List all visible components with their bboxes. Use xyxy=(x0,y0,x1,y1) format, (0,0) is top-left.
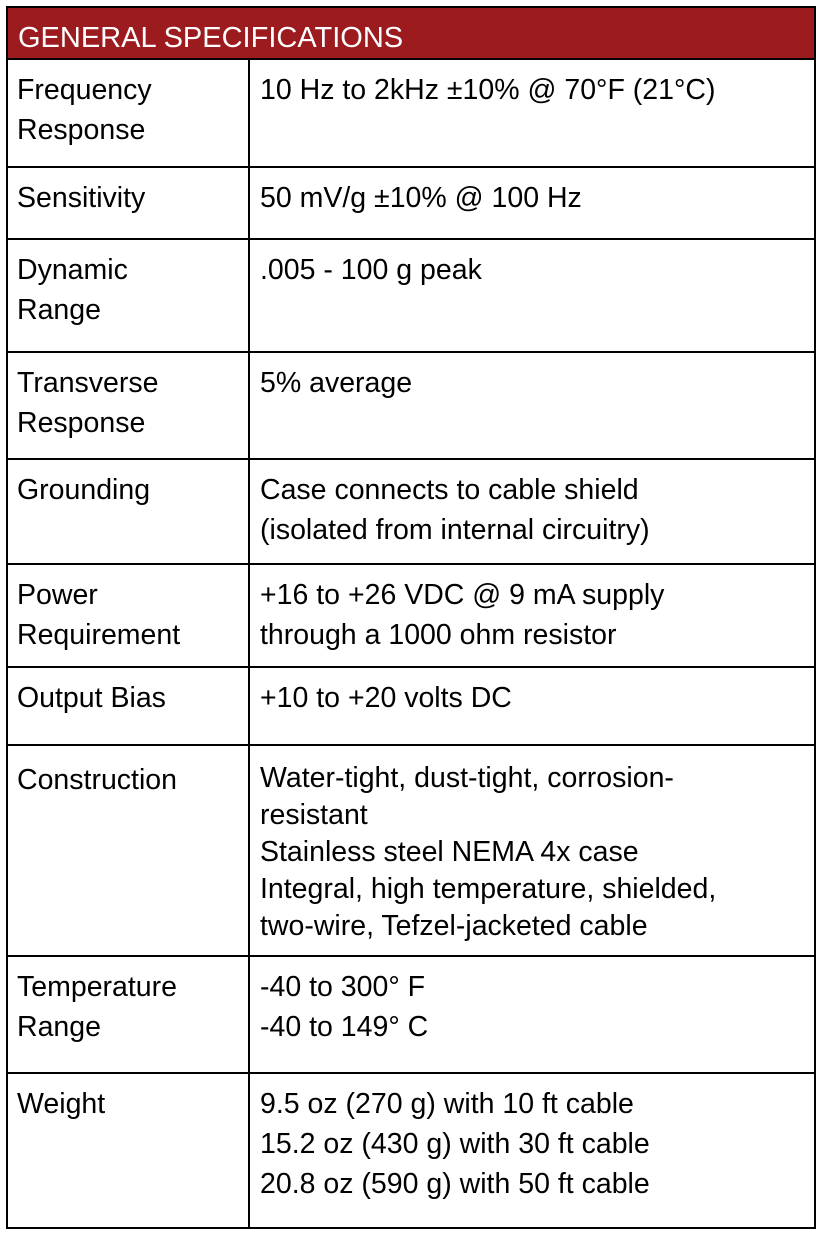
spec-row-weight xyxy=(7,1073,815,1228)
spec-value-line: .005 - 100 g peak xyxy=(260,254,482,286)
spec-label xyxy=(7,667,249,745)
spec-label xyxy=(7,239,249,352)
spec-value-line: -40 to 149° C xyxy=(260,1011,429,1043)
spec-label-line: Temperature xyxy=(17,971,177,1003)
spec-value-line: 9.5 oz (270 g) with 10 ft cable xyxy=(260,1088,634,1120)
spec-value xyxy=(249,667,815,745)
spec-label-line: Weight xyxy=(17,1088,106,1120)
spec-label-line: Response xyxy=(17,114,146,146)
spec-label-line: Frequency xyxy=(17,74,152,106)
spec-label xyxy=(7,564,249,667)
spec-row-grounding xyxy=(7,459,815,564)
spec-label xyxy=(7,59,249,167)
spec-value xyxy=(249,239,815,352)
spec-label-line: Range xyxy=(17,1011,101,1043)
spec-label-line: Construction xyxy=(17,764,177,796)
spec-label xyxy=(7,956,249,1073)
spec-label-line: Response xyxy=(17,407,146,439)
spec-label-line: Transverse xyxy=(17,367,159,399)
spec-row-power-requirement xyxy=(7,564,815,667)
spec-value-line: Stainless steel NEMA 4x case xyxy=(260,836,639,868)
spec-label-line: Dynamic xyxy=(17,254,128,286)
spec-label-line: Grounding xyxy=(17,474,151,506)
spec-value-line: 10 Hz to 2kHz ±10% @ 70°F (21°C) xyxy=(260,74,716,106)
spec-value-line: +10 to +20 volts DC xyxy=(260,682,512,714)
spec-label xyxy=(7,352,249,459)
spec-value-line: resistant xyxy=(260,799,368,831)
spec-value-line: 20.8 oz (590 g) with 50 ft cable xyxy=(260,1168,650,1200)
spec-value-line: -40 to 300° F xyxy=(260,971,426,1003)
spec-value-line: two-wire, Tefzel-jacketed cable xyxy=(260,910,648,942)
table-title: GENERAL SPECIFICATIONS xyxy=(7,7,815,59)
spec-value xyxy=(249,956,815,1073)
spec-row-frequency-response xyxy=(7,59,815,167)
spec-row-temperature-range xyxy=(7,956,815,1073)
spec-label xyxy=(7,745,249,956)
spec-label-line: Sensitivity xyxy=(17,182,146,214)
spec-row-construction xyxy=(7,745,815,956)
spec-value-line: +16 to +26 VDC @ 9 mA supply xyxy=(260,579,665,611)
general-specifications-table xyxy=(6,6,816,1229)
spec-label-line: Output Bias xyxy=(17,682,166,714)
spec-row-output-bias xyxy=(7,667,815,745)
spec-value-line: 50 mV/g ±10% @ 100 Hz xyxy=(260,182,582,214)
spec-value-line: 5% average xyxy=(260,367,413,399)
spec-value xyxy=(249,167,815,239)
spec-value xyxy=(249,59,815,167)
spec-value-line: Case connects to cable shield xyxy=(260,474,639,506)
spec-value xyxy=(249,564,815,667)
spec-value xyxy=(249,745,815,956)
spec-value-line: (isolated from internal circuitry) xyxy=(260,514,650,546)
spec-value-line: Integral, high temperature, shielded, xyxy=(260,873,717,905)
spec-label xyxy=(7,459,249,564)
spec-label-line: Requirement xyxy=(17,619,181,651)
spec-value-line: 15.2 oz (430 g) with 30 ft cable xyxy=(260,1128,650,1160)
spec-value xyxy=(249,459,815,564)
spec-label-line: Range xyxy=(17,294,101,326)
spec-label-line: Power xyxy=(17,579,98,611)
spec-row-dynamic-range xyxy=(7,239,815,352)
spec-value xyxy=(249,352,815,459)
spec-row-sensitivity xyxy=(7,167,815,239)
spec-row-transverse-response xyxy=(7,352,815,459)
spec-value xyxy=(249,1073,815,1228)
spec-value-line: through a 1000 ohm resistor xyxy=(260,619,617,651)
table-header-row xyxy=(7,7,815,59)
spec-label xyxy=(7,1073,249,1228)
spec-value-line: Water-tight, dust-tight, corrosion- xyxy=(260,762,674,794)
spec-label xyxy=(7,167,249,239)
